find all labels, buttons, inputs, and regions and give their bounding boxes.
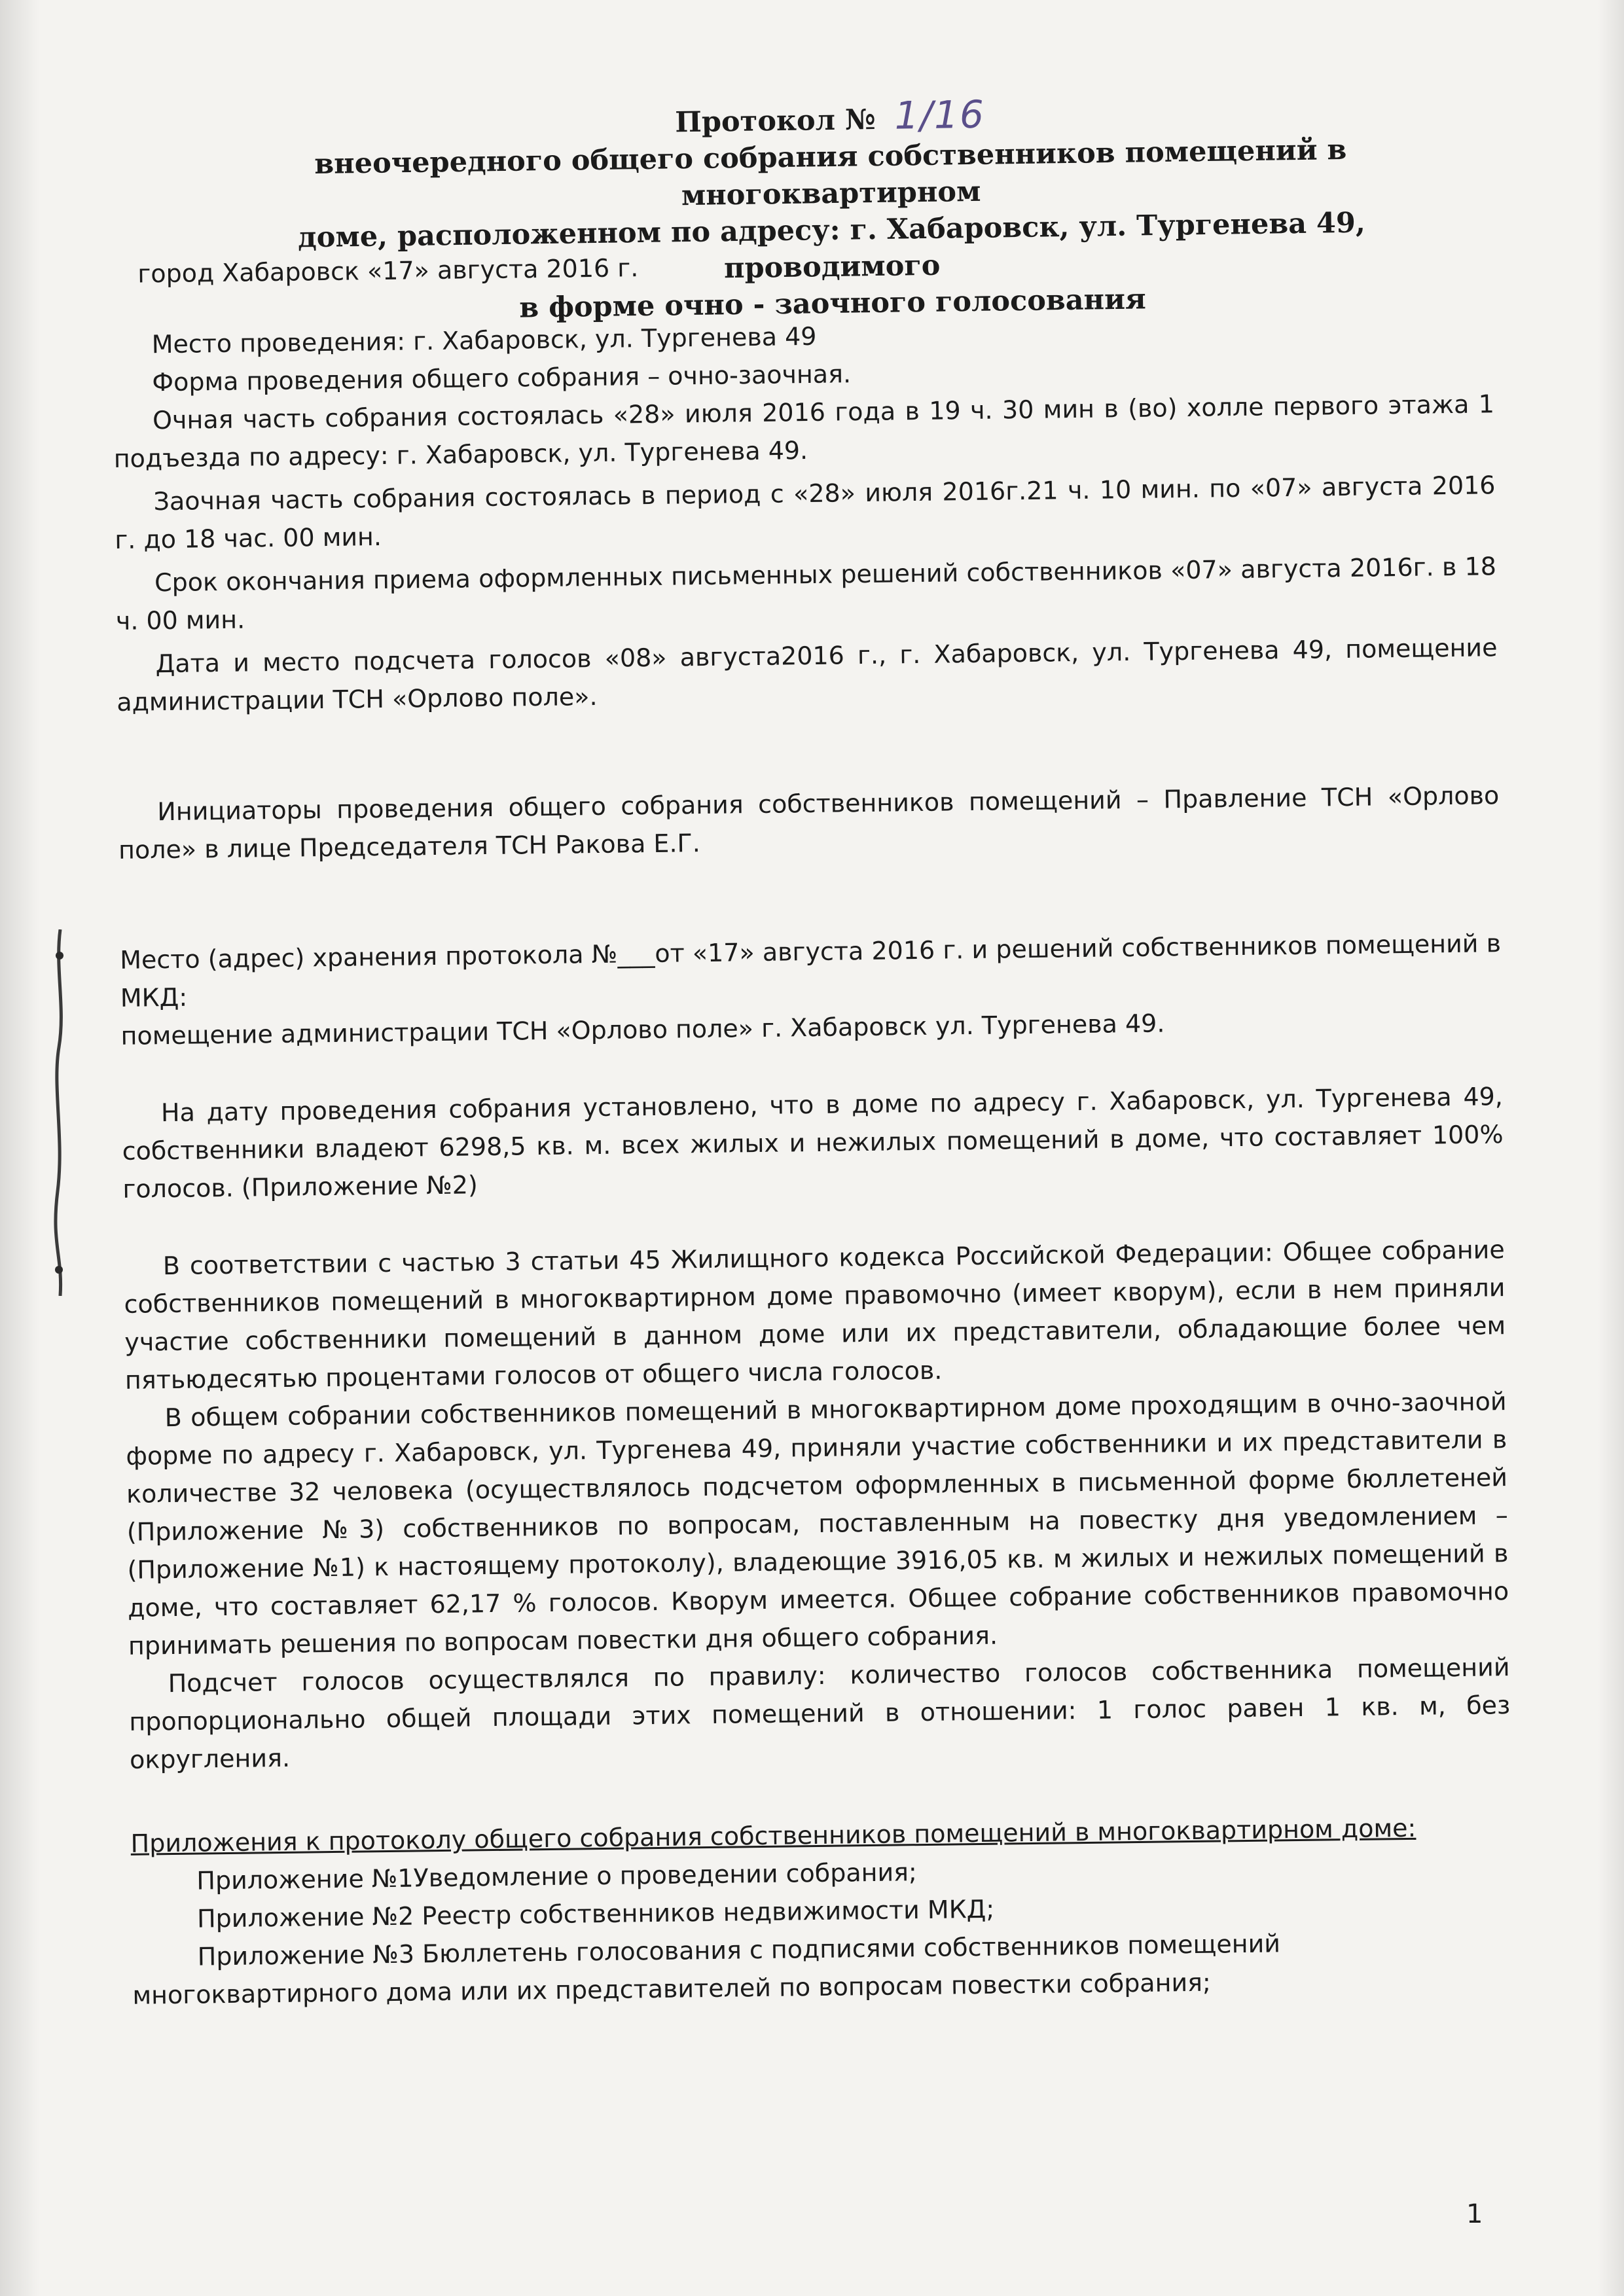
absentee-paragraph: Заочная часть собрания состоялась в период с «28» июля 2016г.21 ч. 10 мин. по «07» августа 2016 г. до 18 час. 00 мин. xyxy=(115,471,1496,554)
initiators-paragraph: Инициаторы проведения общего собрания собственников помещений – Правление ТСН «Орлово поле» в лице Председателя ТСН Ракова Е.Г. xyxy=(118,781,1500,865)
venue-paragraph: Место проведения: г. Хабаровск, ул. Тургенева 49 xyxy=(151,321,817,359)
scan-edge-shadow xyxy=(0,0,39,2296)
law-paragraph: В соответствии с частью 3 статьи 45 Жилищного кодекса Российской Федерации: Общее собрание собственников помещений в многоквартирном доме правомочно (имеет кворум), если в нем приняли участие собственники помещений в данном доме или их представители, обладающие более чем пятьюдесятью процентами голосов от общего числа голосов. xyxy=(124,1235,1506,1395)
page-number: 1 xyxy=(1466,2199,1483,2229)
appendix-item-1: Приложение №1Уведомление о проведении собрания; xyxy=(196,1857,918,1895)
count-paragraph: Дата и место подсчета голосов «08» августа2016 г., г. Хабаровск, ул. Тургенева 49, помещение администрации ТСН «Орлово поле». xyxy=(117,633,1498,717)
storage-paragraph: Место (адрес) хранения протокола №___от «17» августа 2016 г. и решений собственников помещений в МКД: xyxy=(119,929,1502,1013)
participation-paragraph: В общем собрании собственников помещений в многоквартирном доме проходящим в очно-заочной форме по адресу г. Хабаровск, ул. Тургенева 49, приняли участие собственники и их представители в количестве 32 человека (осуществлялось подсчетом оформленных в письменной форме бюллетеней (Приложение №3) собственников по вопросам, поставленным на повестку дня уведомлением – (Приложение №1) к настоящему протоколу), владеющие 3916,05 кв. м жилых и нежилых помещений в доме, что составляет 62,17 % голосов. Кворум имеется. Общее собрание собственников правомочно принимать решения по вопросам повестки дня общего собрания. xyxy=(126,1387,1509,1660)
protocol-body xyxy=(111,238,1514,2015)
ownership-paragraph: На дату проведения собрания установлено, что в доме по адресу г. Хабаровск, ул. Тургенева 49, собственники владеют 6298,5 кв. м. всех жилых и нежилых помещений в доме, что составляет 100% голосов. (Приложение №2) xyxy=(122,1082,1504,1204)
header-line-2: внеочередного общего собрания собственников помещений в многоквартирном xyxy=(314,134,1347,213)
header-line-3: доме, расположенном по адресу: г. Хабаровск, ул. Тургенева 49, проводимого xyxy=(297,206,1366,285)
appendix-item-3-continued: многоквартирного дома или их представителей по вопросам повестки собрания; xyxy=(132,1967,1212,2010)
in-person-paragraph: Очная часть собрания состоялась «28» июля 2016 года в 19 ч. 30 мин в (во) холле первого этажа 1 подъезда по адресу: г. Хабаровск, ул. Тургенева 49. xyxy=(113,389,1495,473)
deadline-paragraph: Срок окончания приема оформленных письменных решений собственников «07» августа 2016г. в 18 ч. 00 мин. xyxy=(115,552,1497,636)
handwritten-protocol-number: 1/16 xyxy=(894,92,986,138)
binding-thread-icon xyxy=(52,929,68,1296)
appendix-item-2: Приложение №2 Реестр собственников недвижимости МКД; xyxy=(196,1894,995,1933)
storage-address: помещение администрации ТСН «Орлово поле» г. Хабаровск ул. Тургенева 49. xyxy=(120,1009,1165,1050)
form-paragraph: Форма проведения общего собрания – очно-заочная. xyxy=(152,359,852,397)
city-date: город Хабаровск «17» августа 2016 г. xyxy=(137,253,639,289)
scan-right-shadow xyxy=(1598,0,1624,2296)
protocol-title: Протокол № xyxy=(674,103,876,139)
header-line-4: в форме очно - заочного голосования xyxy=(518,283,1147,325)
appendix-item-3: Приложение №3 Бюллетень голосования с подписями собственников помещений xyxy=(197,1929,1281,1971)
appendices-title: Приложения к протоколу общего собрания собственников помещений в многоквартирном доме: xyxy=(130,1813,1416,1858)
vote-rule-paragraph: Подсчет голосов осуществлялся по правилу: количество голосов собственника помещений пропорционально общей площади этих помещений в отношении: 1 голос равен 1 кв. м, без округления. xyxy=(129,1653,1511,1774)
